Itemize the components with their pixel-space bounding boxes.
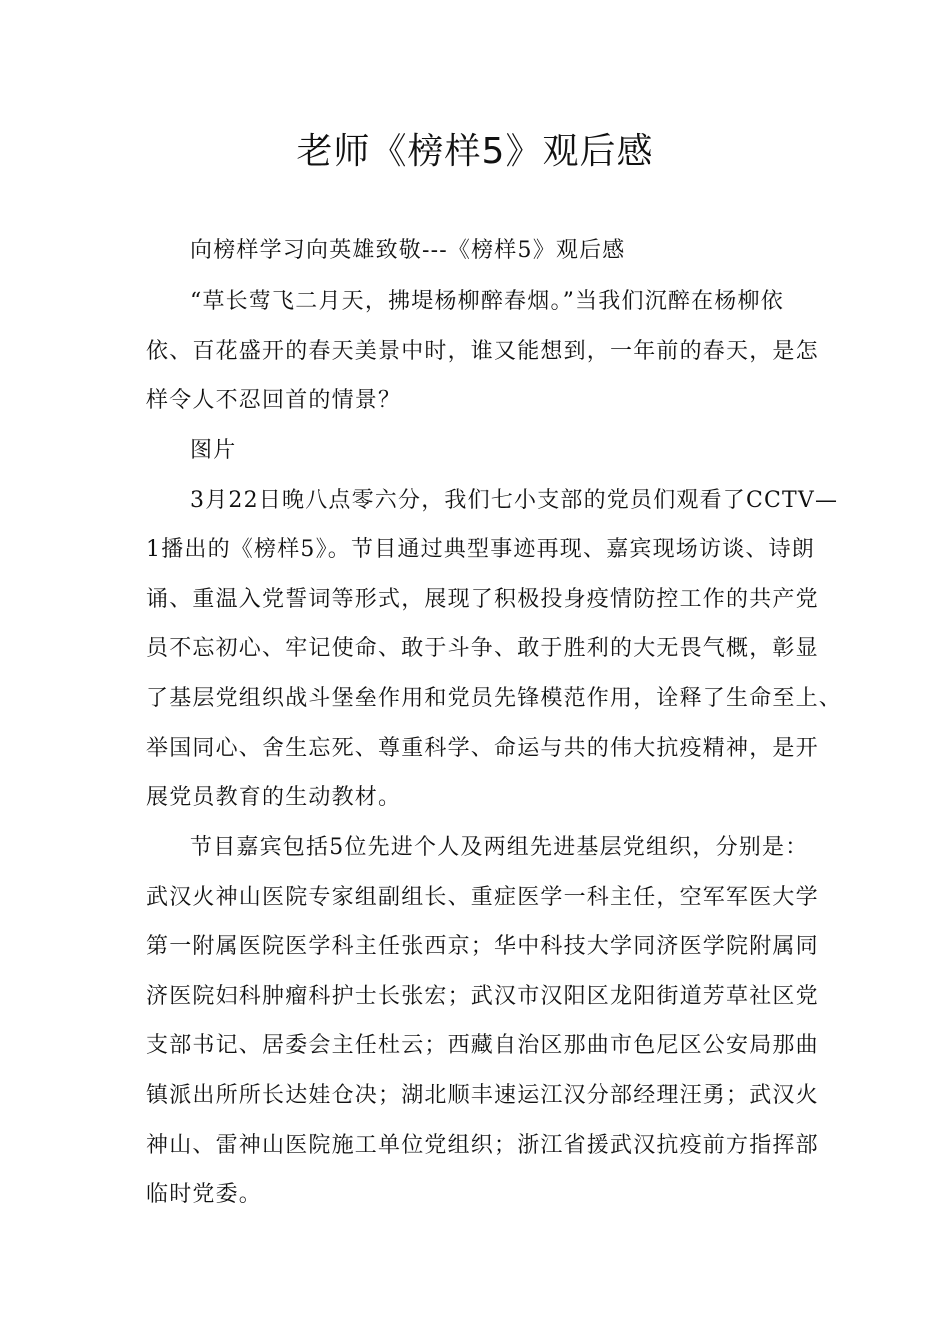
paragraph-line: 依、百花盛开的春天美景中时，谁又能想到，一年前的春天，是怎 bbox=[146, 339, 819, 364]
paragraph-line: 临时党委。 bbox=[146, 1182, 263, 1207]
paragraph-line: “草长莺飞二月天，拂堤杨柳醉春烟。”当我们沉醉在杨柳依 bbox=[190, 289, 784, 314]
image-placeholder-text: 图片 bbox=[190, 438, 237, 463]
paragraph-line: 3月22日晚八点零六分，我们七小支部的党员们观看了CCTV— bbox=[190, 488, 839, 513]
paragraph-line: 员不忘初心、牢记使命、敢于斗争、敢于胜利的大无畏气概，彰显 bbox=[146, 636, 819, 661]
paragraph-line: 1播出的《榜样5》。节目通过典型事迹再现、嘉宾现场访谈、诗朗 bbox=[146, 537, 815, 562]
subtitle-line: 向榜样学习向英雄致敬---《榜样5》观后感 bbox=[190, 238, 626, 263]
paragraph-line: 第一附属医院医学科主任张西京；华中科技大学同济医学院附属同 bbox=[146, 934, 819, 959]
paragraph-line: 展党员教育的生动教材。 bbox=[146, 785, 402, 810]
paragraph-line: 神山、雷神山医院施工单位党组织；浙江省援武汉抗疫前方指挥部 bbox=[146, 1133, 819, 1158]
paragraph-line: 支部书记、居委会主任杜云；西藏自治区那曲市色尼区公安局那曲 bbox=[146, 1033, 819, 1058]
document-title: 老师《榜样5》观后感 bbox=[296, 131, 654, 172]
paragraph-line: 镇派出所所长达娃仓决；湖北顺丰速运江汉分部经理汪勇；武汉火 bbox=[146, 1083, 819, 1108]
paragraph-line: 举国同心、舍生忘死、尊重科学、命运与共的伟大抗疫精神，是开 bbox=[146, 736, 819, 761]
paragraph-line: 济医院妇科肿瘤科护士长张宏；武汉市汉阳区龙阳街道芳草社区党 bbox=[146, 984, 819, 1009]
paragraph-line: 诵、重温入党誓词等形式，展现了积极投身疫情防控工作的共产党 bbox=[146, 587, 819, 612]
paragraph-line: 武汉火神山医院专家组副组长、重症医学一科主任，空军军医大学 bbox=[146, 885, 819, 910]
paragraph-line: 样令人不忍回首的情景？ bbox=[146, 388, 402, 413]
paragraph-line: 了基层党组织战斗堡垒作用和党员先锋模范作用，诠释了生命至上、 bbox=[146, 686, 843, 711]
paragraph-line: 节目嘉宾包括5位先进个人及两组先进基层党组织，分别是： bbox=[190, 835, 809, 860]
